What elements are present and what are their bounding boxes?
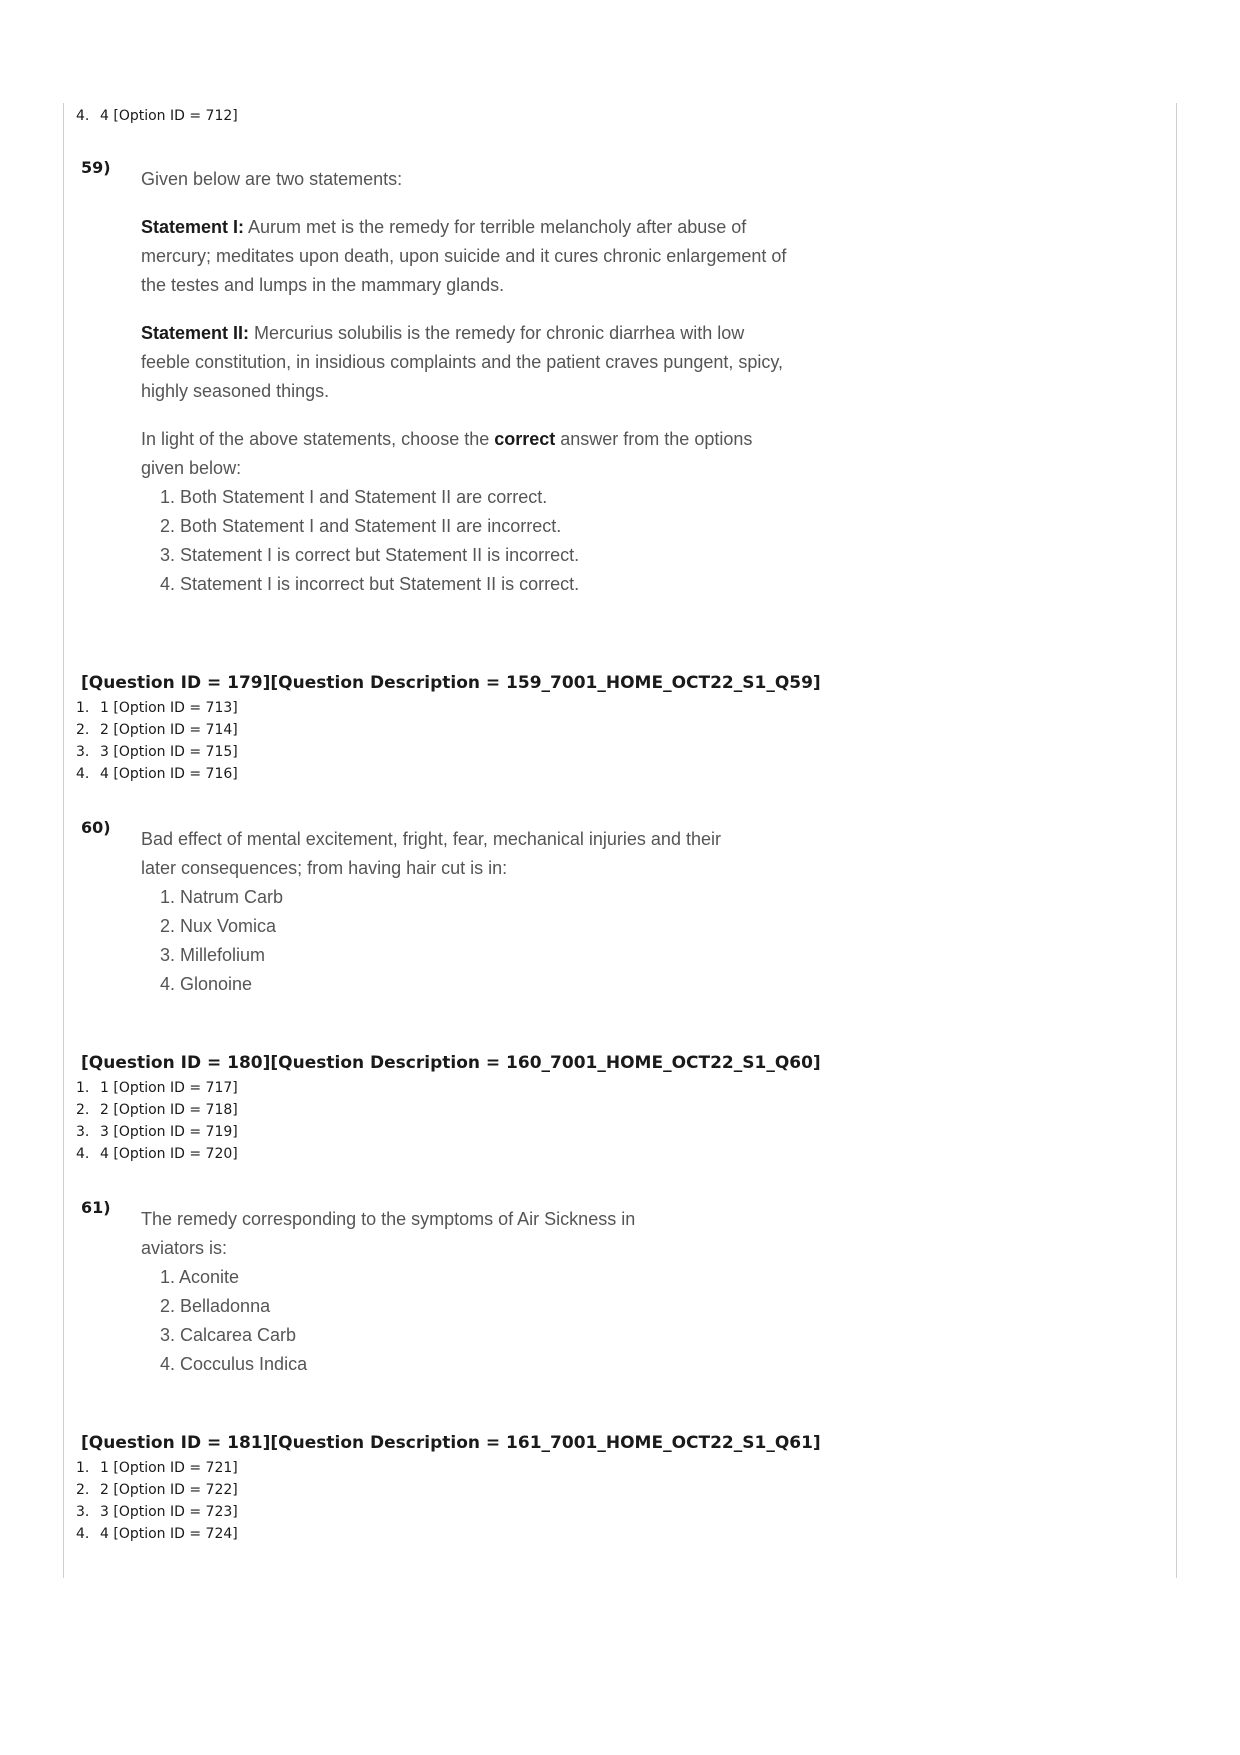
option-list [76,105,238,127]
option-number: 4. [76,766,90,782]
option-item [76,1457,238,1479]
option-item [76,697,238,719]
option-number: 2. [76,1482,90,1498]
option-text: 3 [Option ID = 723] [100,1504,238,1520]
option-item [76,1143,238,1165]
answer-choice: 2. Belladonna [160,1296,271,1316]
option-text: 4 [Option ID = 720] [100,1146,238,1162]
question-text: The remedy corresponding to the symptoms of Air Sickness in aviators is: [141,1209,636,1258]
statement-one-label: Statement I: [141,217,245,237]
option-item [76,105,238,127]
question-number: 59) [81,158,111,177]
question-number: 61) [81,1198,111,1217]
answer-choices [141,1263,701,1379]
option-text: 4 [Option ID = 716] [100,766,238,782]
option-list [76,1077,238,1165]
answer-choice: 4. Cocculus Indica [160,1354,308,1374]
question-body [141,825,731,999]
option-text: 2 [Option ID = 714] [100,722,238,738]
option-text: 2 [Option ID = 722] [100,1482,238,1498]
page-frame-right-border [1176,103,1177,1578]
option-number: 3. [76,744,90,760]
option-number: 4. [76,1146,90,1162]
answer-choice: 1. Aconite [160,1267,240,1287]
statement-one [141,213,791,300]
answer-choices [141,883,731,999]
question-body [141,165,791,599]
question-id-line: [Question ID = 181][Question Description = 161_7001_HOME_OCT22_S1_Q61] [81,1433,821,1453]
option-number: 2. [76,722,90,738]
option-text: 4 [Option ID = 724] [100,1526,238,1542]
question-id-line: [Question ID = 179][Question Description = 159_7001_HOME_OCT22_S1_Q59] [81,673,821,693]
option-item [76,1523,238,1545]
question-prompt [141,425,791,483]
option-list [76,697,238,785]
question-body [141,1205,701,1379]
option-item [76,763,238,785]
answer-choice: 3. Statement I is correct but Statement II is incorrect. [160,545,580,565]
answer-choice: 2. Both Statement I and Statement II are incorrect. [160,516,562,536]
option-number: 1. [76,1460,90,1476]
option-text: 1 [Option ID = 713] [100,700,238,716]
answer-choice: 2. Nux Vomica [160,916,277,936]
statement-two-label: Statement II: [141,323,250,343]
option-item [76,1099,238,1121]
option-number: 1. [76,1080,90,1096]
answer-choice: 1. Both Statement I and Statement II are correct. [160,487,548,507]
option-number: 4. [76,1526,90,1542]
question-number: 60) [81,818,111,837]
option-text: 4 [Option ID = 712] [100,108,238,124]
statement-one-text: Aurum met is the remedy for terrible melancholy after abuse of mercury; meditates upon death, upon suicide and it cures chronic enlargement of the testes and lumps in the mammary glands. [141,217,787,295]
statement-two [141,319,791,406]
prompt-text-end: answer from the options given below: [141,429,753,478]
answer-choice: 4. Statement I is incorrect but Statement II is correct. [160,574,580,594]
option-text: 1 [Option ID = 717] [100,1080,238,1096]
option-item [76,1479,238,1501]
option-item [76,1121,238,1143]
question-id-line: [Question ID = 180][Question Description = 160_7001_HOME_OCT22_S1_Q60] [81,1053,821,1073]
option-number: 3. [76,1504,90,1520]
option-number: 2. [76,1102,90,1118]
answer-choice: 3. Millefolium [160,945,266,965]
option-number: 1. [76,700,90,716]
option-item [76,741,238,763]
question-intro: Given below are two statements: [141,169,403,189]
option-item [76,719,238,741]
option-number: 4. [76,108,90,124]
option-text: 3 [Option ID = 715] [100,744,238,760]
answer-choices [141,483,791,599]
option-item [76,1077,238,1099]
prompt-text: In light of the above statements, choose the [141,429,495,449]
option-item [76,1501,238,1523]
prompt-emphasis: correct [494,429,556,449]
statement-two-text: Mercurius solubilis is the remedy for chronic diarrhea with low feeble constitution, in insidious complaints and the patient craves pungent, spicy, highly seasoned things. [141,323,784,401]
option-text: 1 [Option ID = 721] [100,1460,238,1476]
answer-choice: 1. Natrum Carb [160,887,284,907]
answer-choice: 3. Calcarea Carb [160,1325,297,1345]
question-text: Bad effect of mental excitement, fright, fear, mechanical injuries and their later consequences; from having hair cut is in: [141,829,721,878]
option-text: 3 [Option ID = 719] [100,1124,238,1140]
option-list [76,1457,238,1545]
answer-choice: 4. Glonoine [160,974,253,994]
option-text: 2 [Option ID = 718] [100,1102,238,1118]
page-frame-left-border [63,103,64,1578]
option-number: 3. [76,1124,90,1140]
